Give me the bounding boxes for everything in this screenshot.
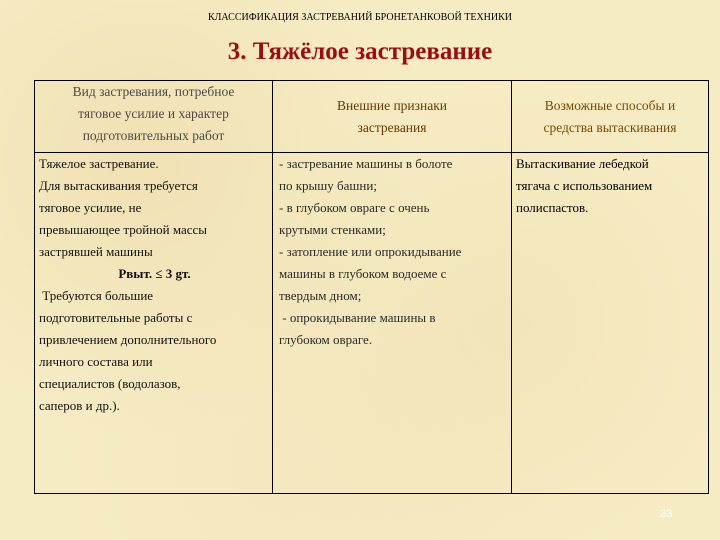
text-line: крутыми стенками; [279, 222, 386, 237]
header-line: подготовительных работ [82, 128, 225, 143]
header-cell-signs [273, 81, 512, 153]
cell-external-signs [273, 153, 512, 494]
header-cell-type [35, 81, 273, 153]
text-line: - затопление или опрокидывание [279, 244, 462, 259]
text-line: глубоком овраге. [279, 332, 373, 347]
text-line: Требуются большие [39, 288, 154, 303]
text-line: Для вытаскивания требуется [39, 178, 198, 193]
header-line: тяговое усилие и характер [78, 106, 229, 121]
slide-title: 3. Тяжёлое застревание [227, 38, 493, 65]
text-line: Тяжелое застревание. [39, 156, 159, 171]
slide-header: КЛАССИФИКАЦИЯ ЗАСТРЕВАНИЙ БРОНЕТАНКОВОЙ ТЕХНИКИ [207, 12, 513, 23]
text-line: - опрокидывание машины в [279, 310, 436, 325]
text-line: тяговое усилие, не [39, 200, 142, 215]
text-line: машины в глубоком водоеме с [279, 266, 447, 281]
force-formula: Pвыт. ≤ 3 gт. [118, 266, 191, 281]
text-line: - в глубоком овраге с очень [279, 200, 430, 215]
header-line: Возможные способы и [544, 97, 676, 113]
header-cell-methods [512, 81, 709, 153]
text-line: личного состава или [39, 354, 153, 369]
page-number: 33 [660, 508, 673, 520]
header-line: Внешние признаки [337, 97, 447, 113]
table-header-row [35, 81, 709, 153]
text-line: Вытаскивание лебедкой [516, 156, 649, 171]
text-line: подготовительные работы с [39, 310, 193, 325]
text-line: специалистов (водолазов, [39, 376, 181, 391]
header-line: средства вытаскивания [543, 119, 677, 135]
text-line: тягача с использованием [516, 178, 653, 193]
header-line: застревания [357, 119, 427, 135]
cell-recovery-methods [512, 153, 709, 494]
text-line: привлечением дополнительного [39, 332, 217, 347]
text-line: превышающее тройной массы [39, 222, 208, 237]
text-line: по крышу башни; [279, 178, 377, 193]
text-line: твердым дном; [279, 288, 362, 303]
text-line: полиспастов. [516, 200, 589, 215]
text-line: застрявшей машины [39, 244, 153, 259]
table-row [35, 153, 709, 494]
classification-table [34, 80, 709, 494]
text-line: - застревание машины в болоте [279, 156, 453, 171]
header-line: Вид застревания, потребное [72, 84, 235, 99]
text-line: саперов и др.). [39, 398, 120, 413]
cell-type-description [35, 153, 273, 494]
